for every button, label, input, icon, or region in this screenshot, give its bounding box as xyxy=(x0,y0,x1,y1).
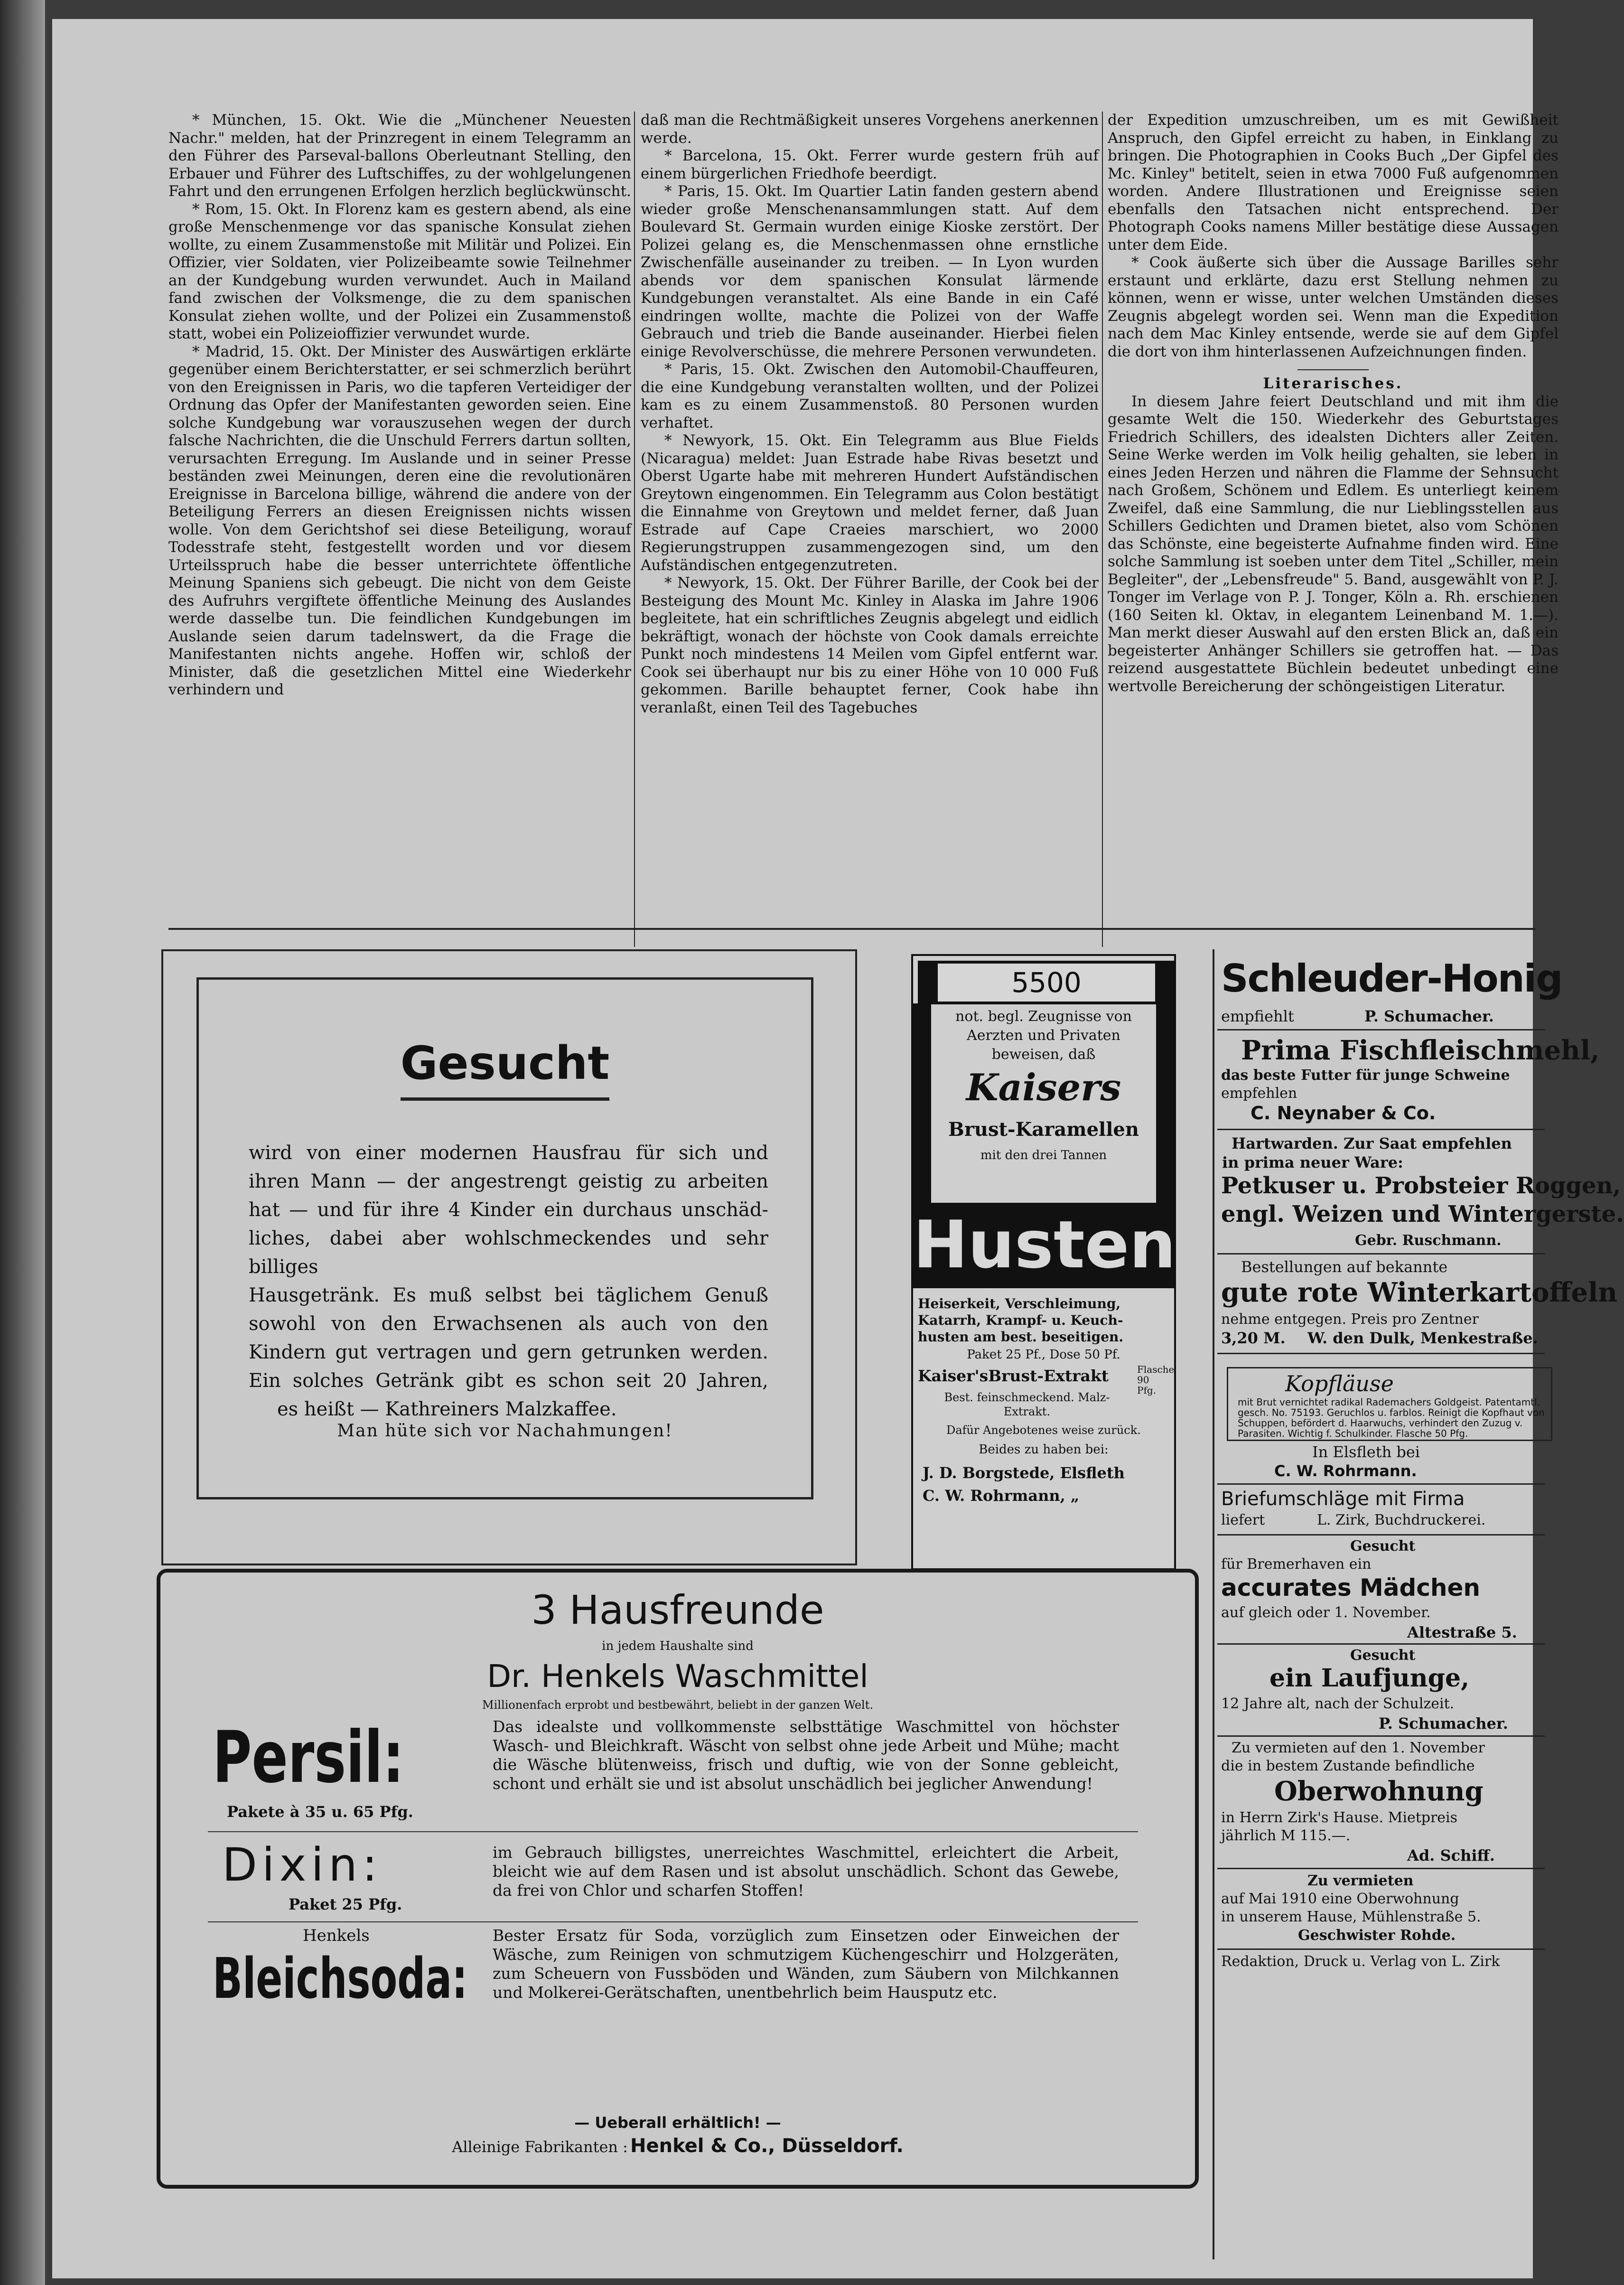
honig-label: empfiehlt xyxy=(1221,1007,1294,1025)
maker-name: Henkel & Co., Düsseldorf. xyxy=(630,2135,904,2157)
ad-separator xyxy=(1217,1029,1545,1030)
fisch-seller: C. Neynaber & Co. xyxy=(1251,1103,1436,1124)
black-border xyxy=(913,1003,931,1203)
gesucht-ad-frame xyxy=(196,977,813,1499)
ad-separator xyxy=(1217,1253,1545,1255)
verm2-head: Zu vermieten xyxy=(1307,1873,1414,1889)
henkel-title: 3 Hausfreunde xyxy=(531,1587,824,1633)
saat-line: engl. Weizen und Wintergerste. xyxy=(1221,1201,1624,1227)
article-madrid: * Madrid, 15. Okt. Der Minister des Auswärtigen erklärte gegenüber einem Berichterstatter, er sei schmerzlich berührt von den Ereignissen in Paris, wo die tapferen Verteidiger der Ordnung das Opfer der Manifestanten geworden seien. Eine solche Kundgebung war vorauszusehen wegen der durch falsche Nachrichten, die die Unschuld Ferrers dartun sollten, verursachten Erregung. Im Auslande und in seiner Presse beständen zwei Meinungen, deren eine die revolutionären Ereignisse in Barcelona billige, während die andere von der Beteiligung Ferrers an diesen Ereignissen nichts wissen wolle. Von dem Gerichtshof sei diese Beteiligung, worauf Todesstrafe steht, festgestellt worden und vor diesem Urteilsspruch habe die besser unterrichtete öffentliche Meinung Spaniens sich gebeugt. Die nicht von dem Geiste des Aufruhrs vergiftete öffentliche Meinung des Auslandes werde dasselbe tun. Die feindlichen Kundgebungen im Auslande seien darum tadelnswert, da die Frage die Manifestanten nichts angehe. Hoffen wir, schloß der Minister, daß die gesetzlichen Mittel eine Wiederkehr verhindern und xyxy=(168,343,631,698)
honig-seller: P. Schumacher. xyxy=(1364,1007,1494,1025)
newspaper-page xyxy=(52,19,1624,2278)
claim-line: not. begl. Zeugnisse von xyxy=(955,1008,1132,1025)
saat-line: Petkuser u. Probsteier Roggen, xyxy=(1221,1172,1621,1199)
section-divider xyxy=(1297,369,1369,370)
gesucht1-line: für Bremerhaven ein xyxy=(1221,1556,1372,1573)
gesucht1-head: Gesucht xyxy=(1350,1538,1416,1555)
gesucht-body xyxy=(249,1139,768,1423)
gesucht1-by: Altestraße 5. xyxy=(1407,1623,1517,1641)
extrakt-desc-line: Extrakt. xyxy=(1003,1405,1051,1418)
extrakt-desc-line: Best. feinschmeckend. Malz- xyxy=(944,1391,1110,1404)
gesucht-line: liches, dabei aber wohlschmeckendes und sehr billiges xyxy=(249,1227,768,1278)
henkel-available: — Ueberall erhältlich! — xyxy=(574,2114,781,2132)
claim-line: Aerzten und Privaten xyxy=(967,1027,1120,1044)
article-paris-2: * Paris, 15. Okt. Zwischen den Automobil-Chauffeuren, die eine Kundgebung veranstalten wollten, und der Polizei kam es zu einem Zusammenstoß. 80 Personen wurden verhaftet. xyxy=(641,361,1099,431)
gesucht-line: es heißt — Kathreiners Malzkaffee. xyxy=(277,1398,617,1420)
kopf-text: mit Brut vernichtet radikal Rademachers Goldgeist. Patentamtl. gesch. No. 75193. Geruchlos u. farblos. Reinigt die Kopfhaut von Schuppen, befördert d. Haarwuchs, verhindert den Zuzug v. Parasiten. Wichtig f. Schulkinder. Flasche 50 Pfg. xyxy=(1238,1396,1545,1439)
column-divider xyxy=(1102,112,1103,947)
ad-separator xyxy=(1217,1483,1545,1485)
testimonial-count: 5500 xyxy=(1011,966,1082,999)
ailment-line: Heiserkeit, Verschleimung, xyxy=(918,1296,1121,1311)
verm1-line: jährlich M 115.—. xyxy=(1221,1827,1351,1844)
dixin-price: Paket 25 Pfg. xyxy=(289,1895,402,1913)
article-cook: * Cook äußerte sich über die Aussage Barilles sehr erstaunt und erklärte, dazu erst Stellung nehmen zu können, wenn er wisse, unter welchen Umständen dieses Zeugnis abgelegt worden sei. Wenn man die Expedition nach dem Mac Kinley entsende, werde sie auf dem Gipfel die dort von ihm hinterlassenen Aufzeichnungen finden. xyxy=(1108,254,1559,360)
article-continuation: daß man die Rechtmäßigkeit unseres Vorgehens anerkennen werde. xyxy=(641,112,1099,147)
ad-separator xyxy=(1217,1534,1545,1536)
extrakt-price: Flasche 90 Pfg. xyxy=(1137,1364,1175,1396)
henkel-brand: Dr. Henkels Waschmittel xyxy=(487,1658,868,1695)
black-border xyxy=(1156,1003,1174,1203)
gesucht-line: Kindern gut vertragen und gern getrunken werden. xyxy=(249,1341,768,1363)
husten-headline: Husten xyxy=(913,1207,1176,1283)
kart-title: gute rote Winterkartoffeln xyxy=(1221,1277,1617,1308)
black-block xyxy=(1155,964,1172,1002)
henkel-tagline: Millionenfach erprobt und bestbewährt, beliebt in der ganzen Welt. xyxy=(482,1698,873,1712)
article-literary: In diesem Jahre feiert Deutschland und mit ihm die gesamte Welt die 150. Wiederkehr des Geburtstages Friedrich Schillers, des idealsten Dichters aller Zeiten. Seine Werke werden im Volk heilig gehalten, sie leben in eines Jeden Herzen und nähren die Flamme der Sehnsucht nach Großem, Schönem und Edlem. Es unterliegt keinem Zweifel, daß eine Sammlung, die nur Lieblingsstellen aus Schillers Gedichten und Dramen bietet, also vom Schönen das Schönste, eine begeisterte Aufnahme finden wird. Eine solche Sammlung ist soeben unter dem Titel „Schiller, mein Begleiter", der „Lebensfreude" 5. Band, ausgewählt von P. J. Tonger im Verlage von P. J. Tonger, Köln a. Rh. erschienen (160 Seiten kl. Oktav, in elegantem Leinenband M. 1.—). Man merkt dieser Auswahl auf den ersten Blick an, daß ein begeisterter Anhänger Schillers sie getroffen hat. — Das reizend ausgestattete Büchlein bedeutet unbedingt eine wertvolle Bereicherung der schöngeistigen Literatur. xyxy=(1108,393,1559,695)
kopflaeuse-box xyxy=(1227,1367,1552,1441)
verm1-line: die in bestem Zustande befindliche xyxy=(1221,1758,1475,1774)
kopf-seller: C. W. Rohrmann. xyxy=(1274,1462,1417,1480)
product-divider xyxy=(208,1921,1138,1922)
section-rule xyxy=(168,928,1535,930)
gesucht-line: Hausgetränk. Es muß selbst bei täglichem Genuß xyxy=(249,1284,768,1306)
column-middle xyxy=(641,112,1099,717)
extrakt-desc xyxy=(918,1390,1136,1419)
honig-title: Schleuder-Honig xyxy=(1221,956,1562,1001)
gesucht2-head: Gesucht xyxy=(1350,1647,1416,1664)
article-newyork-1: * Newyork, 15. Okt. Ein Telegramm aus Blue Fields (Nicaragua) meldet: Juan Estrade habe Rivas besetzt und Oberst Ugarte habe mit mehreren Hundert Aufständischen Greytown eingenommen. Ein Telegramm aus Colon bestätigt die Einnahme von Greytown und meldet ferner, daß Juan Estrade auf Cape Craeies marschiert, wo 2000 Regierungstruppen zusammengezogen sind, um den Aufständischen entgegenzutreten. xyxy=(641,432,1099,574)
seller: C. W. Rohrmann, „ xyxy=(923,1487,1080,1505)
brief-title: Briefumschläge mit Firma xyxy=(1221,1488,1465,1510)
black-block xyxy=(921,964,938,1002)
article-muenchen: * München, 15. Okt. Wie die „Münchener Neuesten Nachr." melden, hat der Prinzregent in einem Telegramm an den Führer des Parseval-ballons Oberleutnant Stelling, den Erbauer und Führer des Luftschiffes, zu der wohlgelungenen Fahrt und den errungenen Erfolgen herzlich beglückwünscht. xyxy=(168,112,631,200)
bleichsoda-desc: Bester Ersatz für Soda, vorzüglich zum Einsetzen oder Einweichen der Wäsche, zum Reinigen von schmutzigem Küchengeschirr und Holzgeräten, zum Scheuern von Fussböden und Wänden, zum Säubern von Milchkannen und Molkerei-Gerätschaften, unentbehrlich beim Hausputz etc. xyxy=(493,1926,1119,2002)
gesucht1-line: auf gleich oder 1. November. xyxy=(1221,1604,1431,1621)
gesucht-title: Gesucht xyxy=(400,1037,610,1090)
husten-ailments xyxy=(918,1295,1169,1345)
kart-line: nehme entgegen. Preis pro Zentner xyxy=(1221,1311,1479,1328)
verm1-head: Zu vermieten auf den 1. November xyxy=(1232,1740,1485,1756)
claim-line: beweisen, daß xyxy=(991,1046,1096,1063)
available-at: Beides zu haben bei: xyxy=(979,1442,1109,1457)
kaisers-product: Brust-Karamellen xyxy=(948,1118,1139,1141)
saat-sub: in prima neuer Ware: xyxy=(1222,1153,1403,1171)
column-left xyxy=(168,112,631,699)
literary-heading: Literarisches. xyxy=(1263,375,1403,392)
kart-head: Bestellungen auf bekannte xyxy=(1241,1258,1448,1276)
article-paris-1: * Paris, 15. Okt. Im Quartier Latin fanden gestern abend wieder große Menschenansammlungen statt. Auf dem Boulevard St. Germain wurden einige Kioske zerstört. Der Polizei gelang es, die Menschenmassen ohne ernstliche Zwischenfälle auseinander zu treiben. — In Lyon wurden abends vor dem spanischen Konsulat lärmende Kundgebungen veranstaltet. Als eine Bande in ein Café eindringen wollte, machte die Polizei von der Waffe Gebrauch und trieb die Bande auseinander. Hierbei fielen einige Revolverschüsse, die mehrere Personen verwundeten. xyxy=(641,183,1099,360)
persil-desc: Das idealste und vollkommenste selbsttätige Waschmittel von höchster Wasch- und Bleichkraft. Wäscht von selbst ohne jede Arbeit und Mühe; macht die Wäsche blütenweiss, frisch und duftig, wie von der Sonne gebleicht, schont und erhält sie und ist absolut unschädlich bei jeglicher Anwendung! xyxy=(493,1717,1119,1793)
article-newyork-2: * Newyork, 15. Okt. Der Führer Barille, der Cook bei der Besteigung des Mount Mc. Kinley in Alaska im Jahre 1906 begleitete, hat ein schriftliches Zeugnis abgelegt und eidlich bekräftigt, wonach der höchste von Cook damals erreichte Punkt noch mindestens 14 Meilen vom Gipfel entfernt war. Cook sei überhaupt nur bis zu einer Höhe von 10 000 Fuß gekommen. Barille behauptet ferner, Cook habe ihn veranlaßt, einen Teil des Tagebuches xyxy=(641,574,1099,716)
kart-seller: W. den Dulk, Menkestraße. xyxy=(1307,1329,1538,1347)
ailment-line: Katarrh, Krampf- u. Keuch- xyxy=(918,1312,1123,1328)
husten-banner xyxy=(913,1203,1174,1288)
persil-name: Persil: xyxy=(213,1716,404,1799)
gesucht-line: Ein solches Getränk gibt es schon seit 20 Jahren, xyxy=(249,1370,768,1392)
title-underline xyxy=(401,1097,609,1101)
verm1-line: in Herrn Zirk's Hause. Mietpreis xyxy=(1221,1809,1458,1826)
kart-price: 3,20 M. xyxy=(1221,1329,1286,1347)
ad-separator xyxy=(1217,1735,1545,1737)
imitation-warning: Dafür Angebotenes weise zurück. xyxy=(946,1423,1141,1437)
gesucht2-line: 12 Jahre alt, nach der Schulzeit. xyxy=(1221,1695,1455,1712)
kopf-title: Kopfläuse xyxy=(1285,1371,1394,1396)
book-spine xyxy=(0,0,45,2285)
ad-separator xyxy=(1217,1868,1545,1869)
brust-extrakt: Kaiser'sBrust-Extrakt xyxy=(918,1367,1109,1385)
verm1-by: Ad. Schiff. xyxy=(1407,1846,1495,1864)
henkel-ad xyxy=(157,1569,1199,2189)
kaisers-number-box xyxy=(918,961,1175,1004)
fisch-label: empfehlen xyxy=(1221,1085,1297,1102)
right-ads xyxy=(1213,949,1624,2259)
henkel-maker-row xyxy=(160,2135,1195,2157)
gesucht-line: sowohl von den Erwachsenen als auch von den xyxy=(249,1313,768,1335)
saat-head: Hartwarden. Zur Saat empfehlen xyxy=(1232,1134,1512,1152)
gesucht-ad xyxy=(161,949,857,1565)
article-rom: * Rom, 15. Okt. In Florenz kam es gestern abend, als eine große Menschenmenge vor das spanische Konsulat ziehen wollte, zu einem Zusammenstoße mit Militär und Polizei. Ein Offizier, vier Soldaten, vier Polizeibeamte sowie Teilnehmer an der Kundgebung wurden verwundet. Auch in Mailand fand zwischen der Volksmenge, die zu dem spanischen Konsulat ziehen wollte, und der Polizei ein Zusammenstoß statt, wobei ein Polizeioffizier verwundet wurde. xyxy=(168,200,631,342)
column-divider xyxy=(634,112,635,947)
bleichsoda-name: Bleichsoda: xyxy=(213,1946,468,2011)
gesucht-footer: Man hüte sich vor Nachahmungen! xyxy=(337,1421,673,1441)
ailment-line: husten am best. beseitigen. xyxy=(918,1329,1124,1345)
ad-separator xyxy=(1217,1948,1545,1950)
ads-divider xyxy=(1213,949,1214,2259)
gesucht-line: ihren Mann — der angestrengt geistig zu arbeiten xyxy=(249,1171,768,1192)
dixin-desc: im Gebrauch billigstes, unerreichtes Waschmittel, erleichtert die Arbeit, bleicht wie auf dem Rasen und ist absolut unschädlich. Schont das Gewebe, da frei von Chlor und scharfen Stoffen! xyxy=(493,1843,1119,1900)
maker-label: Alleinige Fabrikanten : xyxy=(452,2138,628,2156)
article-barcelona: * Barcelona, 15. Okt. Ferrer wurde gestern früh auf einem bürgerlichen Friedhofe beerdigt. xyxy=(641,147,1099,182)
dixin-name: Dixin: xyxy=(222,1838,383,1892)
verm2-line: in unserem Hause, Mühlenstraße 5. xyxy=(1221,1909,1481,1925)
henkel-intro: in jedem Haushalte sind xyxy=(602,1639,754,1653)
verm1-title: Oberwohnung xyxy=(1274,1776,1484,1807)
kaisers-brand: Kaisers xyxy=(966,1066,1121,1109)
ad-separator xyxy=(1217,1129,1545,1130)
kaisers-ad xyxy=(911,954,1176,1570)
seller: J. D. Borgstede, Elsfleth xyxy=(923,1464,1125,1482)
ad-separator xyxy=(1217,1353,1545,1354)
kopf-where: In Elsfleth bei xyxy=(1312,1443,1420,1461)
brief-seller: L. Zirk, Buchdruckerei. xyxy=(1317,1512,1486,1528)
gesucht-line: wird von einer modernen Hausfrau für sich und xyxy=(249,1142,768,1164)
persil-price: Pakete à 35 u. 65 Pfg. xyxy=(227,1803,413,1821)
verm2-by: Geschwister Rohde. xyxy=(1298,1927,1456,1944)
fisch-sub: das beste Futter für junge Schweine xyxy=(1221,1067,1510,1084)
gesucht2-by: P. Schumacher. xyxy=(1379,1714,1508,1732)
ad-separator xyxy=(1217,1643,1545,1645)
kaisers-sub: mit den drei Tannen xyxy=(980,1148,1107,1162)
product-divider xyxy=(208,1831,1138,1832)
gesucht2-title: ein Laufjunge, xyxy=(1269,1664,1470,1693)
bleichsoda-pre: Henkels xyxy=(303,1926,370,1945)
fisch-title: Prima Fischfleischmehl, xyxy=(1241,1035,1600,1066)
gesucht1-title: accurates Mädchen xyxy=(1221,1574,1481,1601)
husten-price: Paket 25 Pf., Dose 50 Pf. xyxy=(967,1348,1120,1362)
sellers xyxy=(923,1461,1169,1507)
verm2-line: auf Mai 1910 eine Oberwohnung xyxy=(1221,1891,1459,1907)
kaisers-claims xyxy=(932,1007,1155,1064)
column-right xyxy=(1108,112,1559,695)
article-cook-continuation: der Expedition umzuschreiben, um es mit Gewißheit Anspruch, den Gipfel erreicht zu haben, in Einklang zu bringen. Die Photographien in Cooks Buch „Der Gipfel des Mc. Kinley" betitelt, seien in etwa 7000 Fuß aufgenommen worden. Andere Illustrationen und Ereignisse seien ebenfalls den Tatsachen nicht entsprechend. Der Photograph Cooks namens Miller bestätige diese Aussagen unter dem Eide. xyxy=(1108,112,1559,253)
gesucht-line: hat — und für ihre 4 Kinder ein durchaus unschäd- xyxy=(249,1199,768,1221)
imprint: Redaktion, Druck u. Verlag von L. Zirk xyxy=(1221,1953,1500,1970)
brief-line: liefert xyxy=(1221,1512,1265,1528)
saat-seller: Gebr. Ruschmann. xyxy=(1355,1232,1502,1249)
